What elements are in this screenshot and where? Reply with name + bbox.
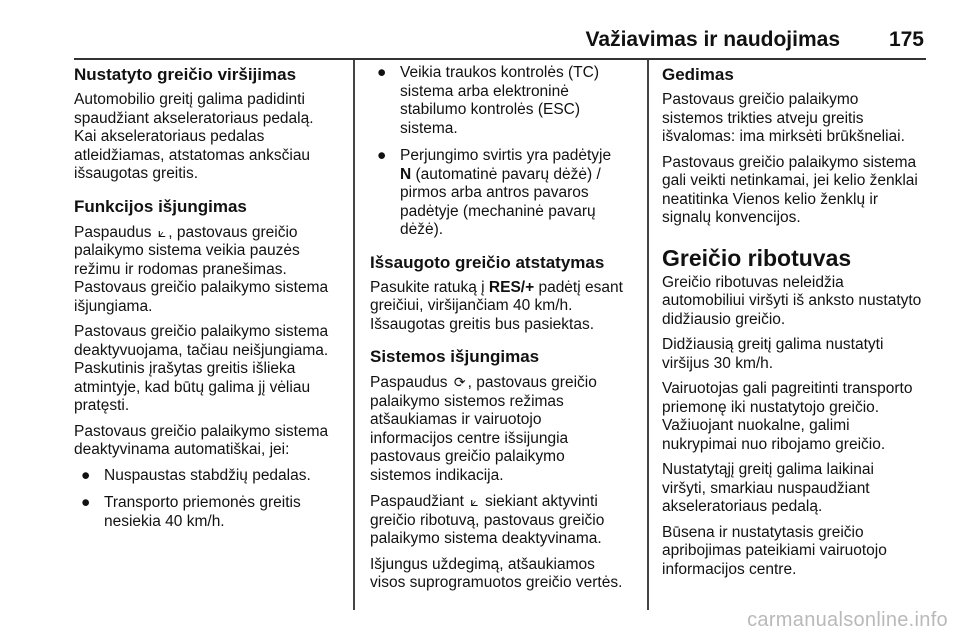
- list-item: [370, 64, 640, 138]
- bullet-icon: ●: [81, 466, 91, 484]
- list-item: [74, 467, 344, 486]
- paragraph: Pastovaus greičio palaikymo sistemos trikties atveju greitis išvalomas: ima mirksėti brūkšneliai.: [662, 91, 905, 145]
- header-rule: [74, 58, 926, 60]
- column-divider: [647, 60, 649, 610]
- paragraph: [370, 279, 640, 335]
- text: Perjungimo svirtis yra padėtyje: [400, 147, 612, 164]
- text: Pasukite ratuką į: [370, 278, 489, 296]
- text: Paspaudus: [74, 223, 156, 241]
- text: siekiant aktyvinti greičio ribotuvą, pastovaus greičio palaikymo sistema deaktyvinama.: [370, 493, 605, 547]
- paragraph: [370, 373, 640, 485]
- control-label: RES/+: [488, 278, 535, 296]
- text: Paspaudžiant: [370, 493, 469, 510]
- bullet-icon: ●: [81, 494, 91, 511]
- paragraph: Vairuotojas gali pagreitinti transporto priemonę iki nustatytojo greičio. Važiuojant nuokalne, galimi nukrypimai nuo ribojamo greičio.: [662, 380, 913, 453]
- text: , pastovaus greičio palaikymo sistemos režimas atšaukiamas ir vairuotojo informacijos centre išsijungia pastovaus greičio palaikymo sistemos indikacija.: [370, 374, 597, 484]
- paragraph: Didžiausią greitį galima nustatyti viršijus 30 km/h.: [662, 336, 884, 372]
- paragraph: Greičio ribotuvas neleidžia automobiliui viršyti iš anksto nustatyto didžiausio greičio.: [662, 273, 922, 328]
- paragraph: [370, 492, 640, 549]
- paragraph: Automobilio greitį galima padidinti spaudžiant akseleratoriaus pedalą. Kai akseleratoriaus pedalas atleidžiamas, atstatomas anksčiau išsaugotas greitis.: [74, 91, 314, 182]
- page-number: 175: [888, 28, 924, 51]
- section-title: Važiavimas ir naudojimas: [585, 28, 840, 51]
- column-2: [370, 64, 640, 600]
- list-item: [370, 147, 640, 240]
- paragraph: Būsena ir nustatytasis greičio apribojimas pateikiami vairuotojo informacijos centre.: [662, 523, 887, 578]
- list-item-text: Transporto priemonės greitis nesiekia 40 km/h.: [104, 494, 301, 530]
- subheading: Funkcijos išjungimas: [74, 196, 247, 216]
- subheading: Sistemos išjungimas: [370, 347, 540, 366]
- paragraph: Pastovaus greičio palaikymo sistema deaktyvinama automatiškai, jei:: [74, 422, 329, 458]
- paragraph: Išjungus uždegimą, atšaukiamos visos suprogramuotos greičio vertės.: [370, 555, 623, 591]
- subheading: Gedimas: [662, 65, 734, 84]
- column-divider: [353, 60, 355, 610]
- column-1: [74, 64, 344, 540]
- cruise-off-icon: ⟳: [453, 374, 466, 390]
- subheading: Išsaugoto greičio atstatymas: [370, 252, 605, 272]
- gear-label: N: [400, 165, 412, 183]
- bullet-icon: ●: [377, 64, 387, 81]
- page-header: [74, 28, 926, 56]
- list-item: [74, 494, 344, 531]
- subheading: Nustatyto greičio viršijimas: [74, 65, 297, 84]
- section-heading: Greičio ribotuvas: [662, 244, 852, 271]
- bullet-icon: ●: [377, 147, 387, 164]
- text: Paspaudus: [370, 374, 452, 391]
- paragraph: [74, 223, 344, 317]
- speed-limiter-icon: ⟀: [470, 493, 479, 509]
- paragraph: Nustatytąjį greitį galima laikinai viršyti, smarkiau nuspaudžiant akseleratoriaus pedalą.: [662, 461, 874, 515]
- cruise-pause-icon: ⟀: [157, 223, 167, 240]
- text: padėtį esant greičiui, viršijančiam 40 km/h. Išsaugotas greitis bus pasiektas.: [370, 278, 623, 333]
- text: , pastovaus greičio palaikymo sistema veikia pauzės režimu ir rodomas pranešimas. Pastovaus greičio palaikymo sistema išjungiama.: [74, 223, 329, 315]
- list-item-text: Veikia traukos kontrolės (TC) sistema arba elektroninė stabilumo kontrolės (ESC) sistema.: [400, 64, 599, 137]
- paragraph: Pastovaus greičio palaikymo sistema deaktyvuojama, tačiau neišjungiama. Paskutinis įrašytas greitis išlieka atmintyje, kad būtų galima jį vėliau pratęsti.: [74, 323, 329, 414]
- column-3: [662, 64, 932, 586]
- watermark: carmanualsonline.info: [747, 609, 948, 631]
- paragraph: Pastovaus greičio palaikymo sistema gali veikti netinkamai, jei kelio ženklai neatitinka Vienos kelio ženklų ir signalų konvencijos.: [662, 153, 918, 226]
- text: (automatinė pavarų dėžė) / pirmos arba antros pavaros padėtyje (mechaninė pavarų dėžė).: [400, 165, 601, 238]
- list-item-text: Nuspaustas stabdžių pedalas.: [104, 466, 311, 484]
